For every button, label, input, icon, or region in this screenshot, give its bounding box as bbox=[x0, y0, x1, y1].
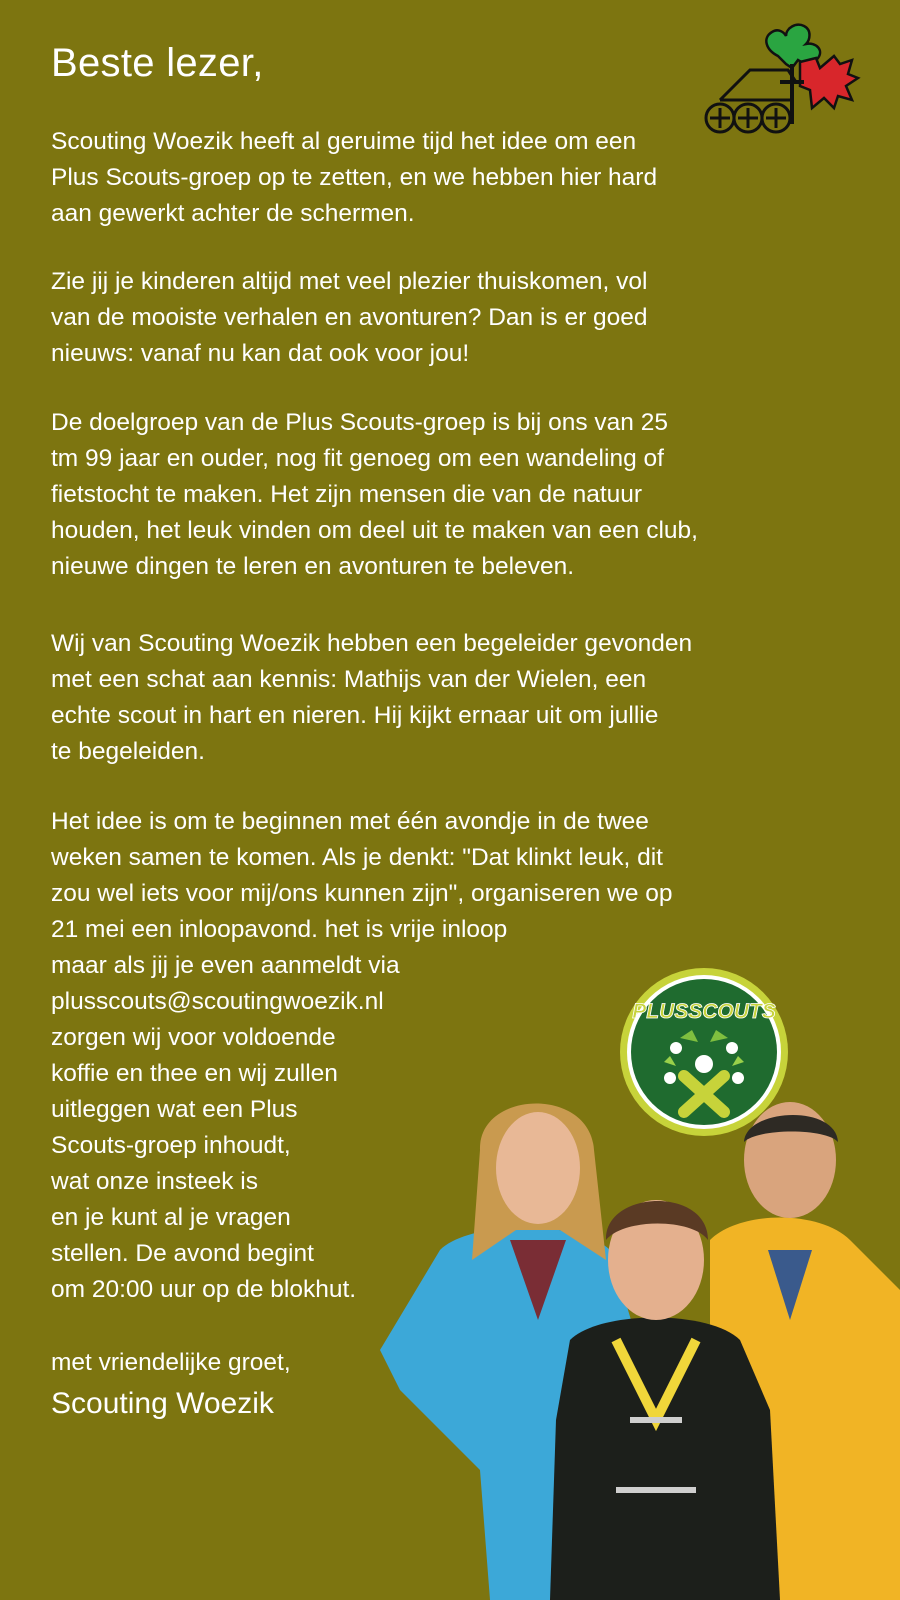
paragraph-event-details: Het idee is om te beginnen met één avondje in de twee weken samen te komen. Als je denkt: "Dat klinkt leuk, dit zou wel iets voor mij/ons kunnen zijn", organiseren we op 21 mei een inloopavond. het is vrije inloop maar als jij je even aanmeldt via plusscouts@scoutingwoezik.nl zorgen wij voor voldoende koffie en thee en wij zullen uitleggen wat een Plus Scouts-groep inhoudt, wat onze insteek is en je kunt al je vragen stellen. De avond begint om 20:00 uur op de blokhut. bbox=[51, 808, 673, 1303]
signature: Scouting Woezik bbox=[51, 1387, 274, 1420]
greeting-heading: Beste lezer, bbox=[51, 41, 264, 85]
three-scouts-photo-icon bbox=[380, 1090, 900, 1600]
paragraph-children: Zie jij je kinderen altijd met veel plezier thuiskomen, vol van de mooiste verhalen en avonturen? Dan is er goed nieuws: vanaf nu kan dat ook voor jou! bbox=[51, 268, 648, 367]
paragraph-intro: Scouting Woezik heeft al geruime tijd het idee om een Plus Scouts-groep op te zetten, en we hebben hier hard aan gewerkt achter de schermen. bbox=[51, 128, 658, 227]
closing-line: met vriendelijke groet, bbox=[51, 1349, 291, 1376]
scouting-woezik-logo-icon bbox=[700, 20, 880, 140]
paragraph-target-group: De doelgroep van de Plus Scouts-groep is bij ons van 25 tm 99 jaar en ouder, nog fit genoeg om een wandeling of fietstocht te maken. Het zijn mensen die van de natuur houden, het leuk vinden om deel uit te maken van een club, nieuwe dingen te leren en avonturen te beleven. bbox=[51, 409, 698, 580]
paragraph-leader: Wij van Scouting Woezik hebben een begeleider gevonden met een schat aan kennis: Mathijs van der Wielen, een echte scout in hart en nieren. Hij kijkt ernaar uit om jullie te begeleiden. bbox=[51, 630, 693, 765]
badge-text: PLUSSCOUTS bbox=[632, 1000, 776, 1023]
